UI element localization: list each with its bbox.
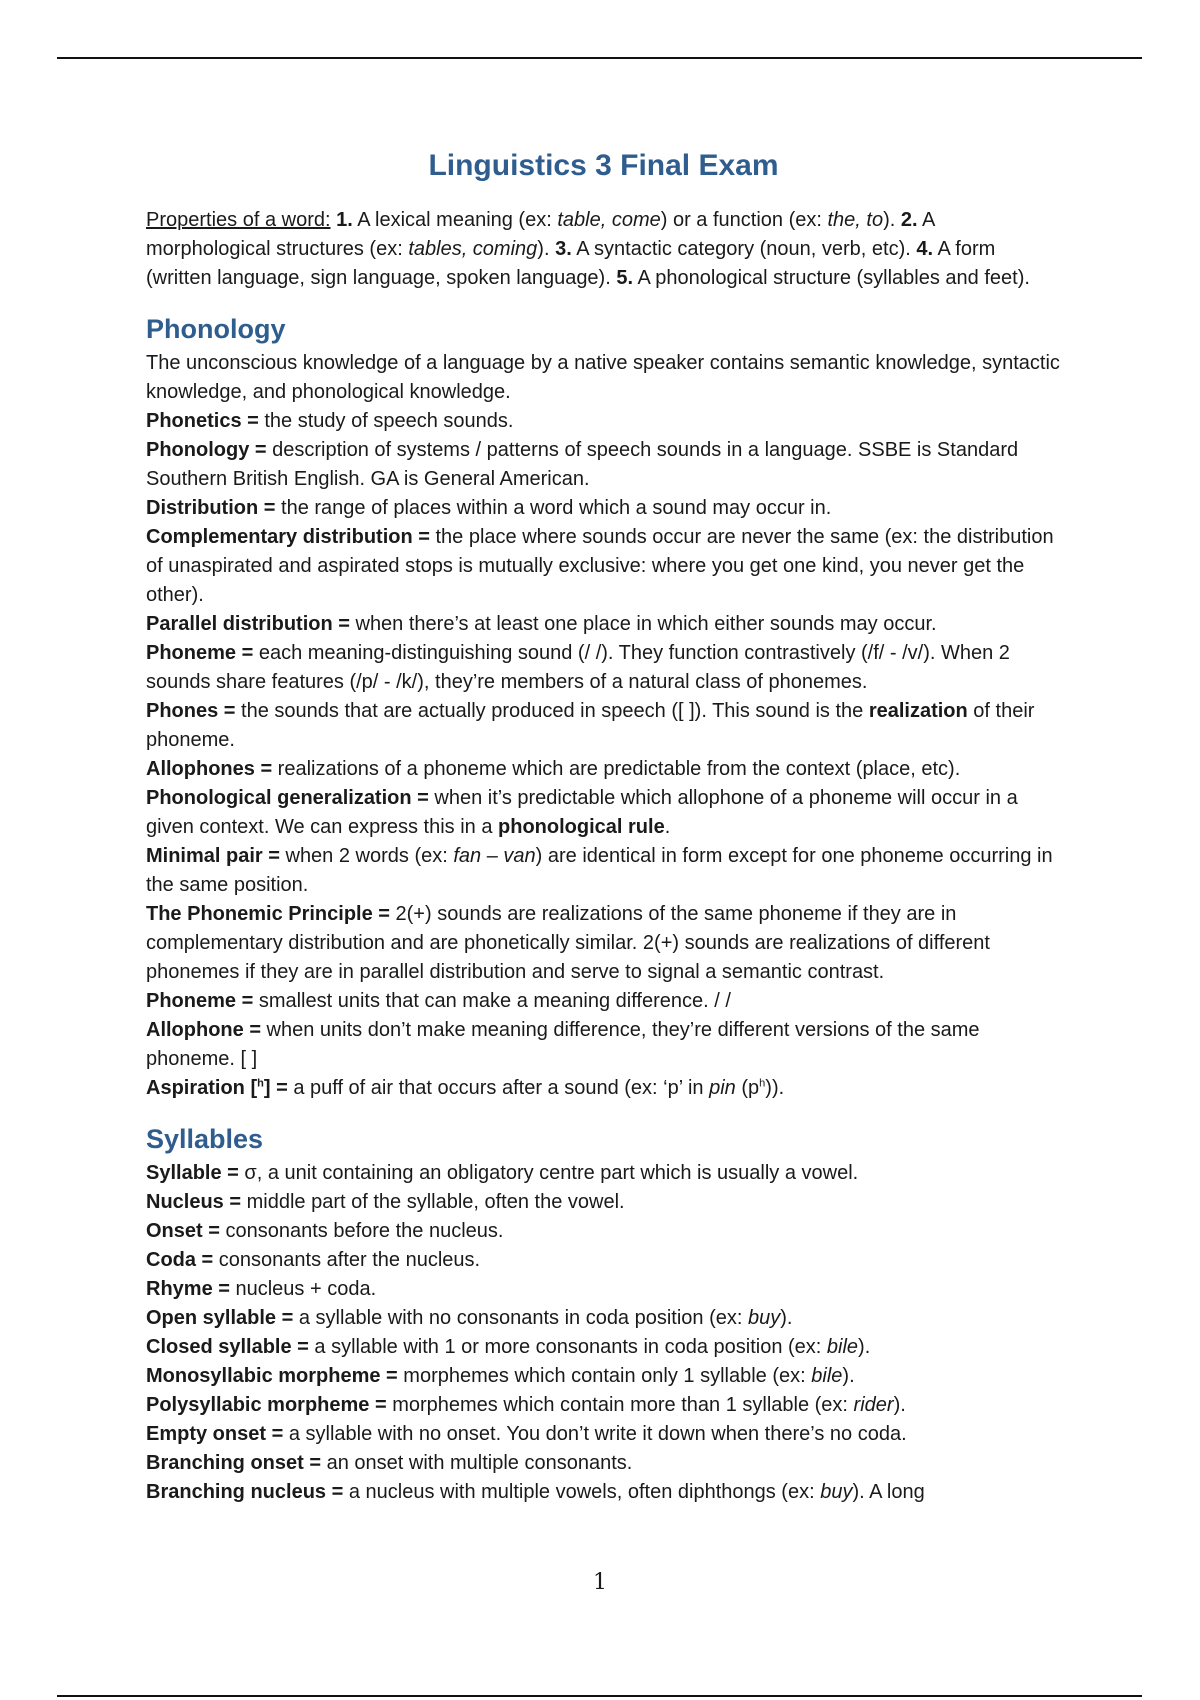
definition: . [664, 816, 671, 838]
definition: when it’s predictable which allophone of a phoneme will occur in a given context. We can express this in a [146, 787, 1018, 838]
term: Complementary distribution = [146, 526, 430, 548]
definition-polysyllabic-morpheme [146, 1391, 1061, 1420]
term-part: ] = [263, 1077, 288, 1099]
term: Distribution = [146, 497, 276, 519]
definition: ). [842, 1365, 855, 1387]
term [146, 1077, 288, 1099]
term: Empty onset = [146, 1423, 284, 1445]
term: The Phonemic Principle = [146, 903, 390, 925]
definition: ). A long [852, 1481, 925, 1503]
definition: (p [735, 1077, 760, 1099]
properties-label: Properties of a word: [146, 209, 331, 231]
definition: consonants before the nucleus. [219, 1220, 504, 1242]
word-properties-paragraph [146, 206, 1061, 293]
item-number: 4. [916, 238, 934, 260]
definition-nucleus [146, 1188, 1061, 1217]
definition-complementary-distribution [146, 523, 1061, 610]
definition: when units don’t make meaning difference, they’re different versions of the same phoneme. [ ] [146, 1019, 980, 1070]
term: Phonetics = [146, 410, 259, 432]
term: Rhyme = [146, 1278, 230, 1300]
definition-minimal-pair [146, 842, 1061, 900]
definition: the place where sounds occur are never the same (ex: the distribution of unaspirated and aspirated stops is mutually exclusive: where you get one kind, you never get the other). [146, 526, 1054, 606]
term: Branching onset = [146, 1452, 322, 1474]
text: A morphological structures (ex: [146, 209, 935, 260]
page-number: 1 [593, 1570, 607, 1595]
definition: the study of speech sounds. [258, 410, 514, 432]
definition: morphemes which contain more than 1 syllable (ex: [386, 1394, 854, 1416]
term: Allophones = [146, 758, 273, 780]
definition: a nucleus with multiple vowels, often diphthongs (ex: [343, 1481, 821, 1503]
term: Nucleus = [146, 1191, 242, 1213]
term: Phoneme = [146, 990, 254, 1012]
definition: each meaning-distinguishing sound (/ /). They function contrastively (/f/ - /v/). When 2 sounds share features (/p/ - /k/), they’re members of a natural class of phonemes. [146, 642, 1010, 693]
definition: a syllable with no onset. You don’t write it down when there’s no coda. [283, 1423, 907, 1445]
definition: ) are identical in form except for one phoneme occurring in the same position. [146, 845, 1053, 896]
definition: realizations of a phoneme which are predictable from the context (place, etc). [272, 758, 961, 780]
definition-onset [146, 1217, 1061, 1246]
term: Phonological generalization = [146, 787, 429, 809]
text: A form (written language, sign language, spoken language). [146, 238, 996, 289]
definition-syllable [146, 1159, 1061, 1188]
term: Coda = [146, 1249, 214, 1271]
definition-aspiration [146, 1074, 1061, 1103]
phonology-lead: The unconscious knowledge of a language by a native speaker contains semantic knowledge, syntactic knowledge, and phonological knowledge. [146, 352, 1060, 403]
term: Branching nucleus = [146, 1481, 344, 1503]
definition: σ, a unit containing an obligatory centre part which is usually a vowel. [238, 1162, 859, 1184]
definition: smallest units that can make a meaning difference. / / [253, 990, 731, 1012]
example: pin [709, 1077, 736, 1099]
item-number: 3. [555, 238, 572, 260]
definition: nucleus + coda. [229, 1278, 377, 1300]
definition-phoneme [146, 639, 1061, 697]
definition: the range of places within a word which a sound may occur in. [275, 497, 832, 519]
definition-phonology [146, 436, 1061, 494]
definition-distribution [146, 494, 1061, 523]
definition: when 2 words (ex: [279, 845, 454, 867]
header-rule [57, 57, 1142, 59]
page-title: Linguistics 3 Final Exam [428, 149, 779, 182]
definition-parallel-distribution [146, 610, 1061, 639]
definition: when there’s at least one place in which either sounds may occur. [349, 613, 937, 635]
term: Minimal pair = [146, 845, 280, 867]
definition: ). [780, 1307, 793, 1329]
superscript: h [257, 1077, 264, 1090]
definition: a syllable with 1 or more consonants in coda position (ex: [308, 1336, 827, 1358]
term: Phones = [146, 700, 236, 722]
text: ). [537, 238, 556, 260]
example: rider [853, 1394, 894, 1416]
example: buy [820, 1481, 853, 1503]
definition: ). [893, 1394, 906, 1416]
definition-coda [146, 1246, 1061, 1275]
example: table, come [557, 209, 661, 231]
term: Allophone = [146, 1019, 261, 1041]
definition: the sounds that are actually produced in speech ([ ]). This sound is the [235, 700, 869, 722]
phonology-heading: Phonology [146, 314, 286, 344]
superscript: h [759, 1077, 766, 1090]
text: ) or a function (ex: [660, 209, 828, 231]
item-number: 5. [616, 267, 634, 289]
definition: )). [765, 1077, 785, 1099]
definition-empty-onset [146, 1420, 1061, 1449]
definition-phoneme-2 [146, 987, 1061, 1016]
term: Polysyllabic morpheme = [146, 1394, 387, 1416]
definition: consonants after the nucleus. [213, 1249, 481, 1271]
definition-branching-onset [146, 1449, 1061, 1478]
definition-allophone [146, 1016, 1061, 1074]
definition: of their phoneme. [146, 700, 1035, 751]
definition-monosyllabic-morpheme [146, 1362, 1061, 1391]
term: Closed syllable = [146, 1336, 309, 1358]
term-part: Aspiration [ [146, 1077, 258, 1099]
definition: description of systems / patterns of speech sounds in a language. SSBE is Standard Southern British English. GA is General American. [146, 439, 1019, 490]
item-number: 2. [900, 209, 918, 231]
text: A phonological structure (syllables and feet). [633, 267, 1030, 289]
definition: morphemes which contain only 1 syllable (ex: [397, 1365, 812, 1387]
definition-open-syllable [146, 1304, 1061, 1333]
definition-phonological-generalization [146, 784, 1061, 842]
definition: middle part of the syllable, often the vowel. [241, 1191, 625, 1213]
term: Open syllable = [146, 1307, 294, 1329]
definition: a puff of air that occurs after a sound (ex: ‘p’ in [287, 1077, 710, 1099]
definition: a syllable with no consonants in coda position (ex: [293, 1307, 749, 1329]
definition: an onset with multiple consonants. [321, 1452, 633, 1474]
footer-rule [57, 1695, 1142, 1697]
text: ). [883, 209, 901, 231]
term: Syllable = [146, 1162, 239, 1184]
definition-rhyme [146, 1275, 1061, 1304]
example: bile [811, 1365, 843, 1387]
definition-phones [146, 697, 1061, 755]
text: A syntactic category (noun, verb, etc). [571, 238, 917, 260]
term: Onset = [146, 1220, 220, 1242]
definition: ). [858, 1336, 871, 1358]
term: Parallel distribution = [146, 613, 350, 635]
document-body [146, 140, 1061, 1507]
example: fan – van [453, 845, 536, 867]
definition-phonemic-principle [146, 900, 1061, 987]
example: the, to [827, 209, 884, 231]
example: tables, coming [408, 238, 538, 260]
item-number: 1. [336, 209, 353, 231]
term: Phonology = [146, 439, 267, 461]
syllables-heading: Syllables [146, 1124, 264, 1154]
definition-allophones [146, 755, 1061, 784]
definition-phonetics [146, 407, 1061, 436]
term: Monosyllabic morpheme = [146, 1365, 398, 1387]
emphasis: phonological rule [498, 816, 665, 838]
term: Phoneme = [146, 642, 254, 664]
example: buy [748, 1307, 781, 1329]
definition-closed-syllable [146, 1333, 1061, 1362]
emphasis: realization [868, 700, 968, 722]
definition-branching-nucleus [146, 1478, 1061, 1507]
definition: 2(+) sounds are realizations of the same phoneme if they are in complementary distribution and are phonetically similar. 2(+) sounds are realizations of different phonemes if they are in parallel distribution and serve to signal a semantic contrast. [146, 903, 990, 983]
text: A lexical meaning (ex: [352, 209, 558, 231]
example: bile [826, 1336, 859, 1358]
